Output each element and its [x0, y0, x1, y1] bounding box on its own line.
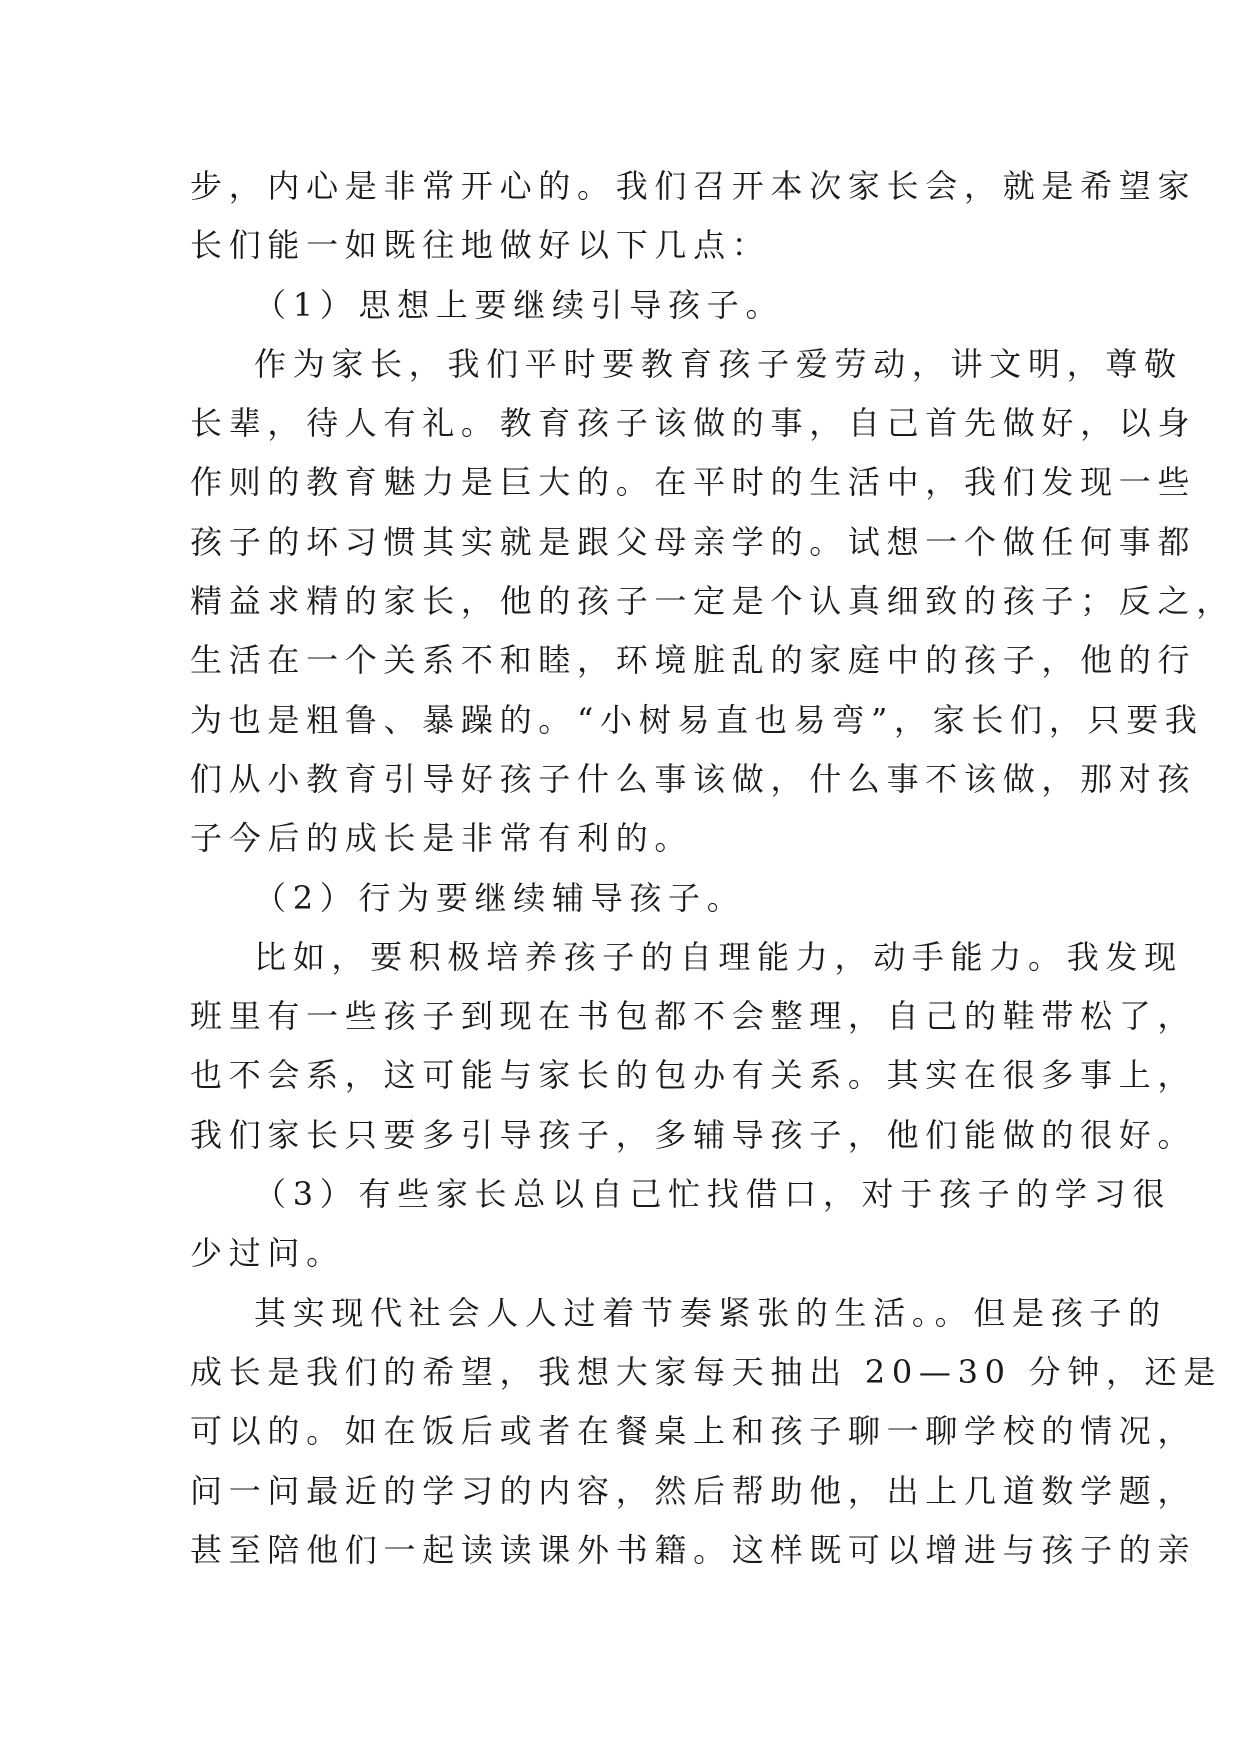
- text-line: 作则的教育魅力是巨大的。在平时的生活中，我们发现一些: [190, 463, 1197, 502]
- text-line: 长们能一如既往地做好以下几点：: [190, 226, 771, 265]
- section-heading-1: （1）思想上要继续引导孩子。: [254, 285, 785, 324]
- document-body: [190, 157, 1235, 1580]
- text-line: 问一问最近的学习的内容，然后帮助他，出上几道数学题，: [190, 1471, 1197, 1510]
- text-line: 比如，要积极培养孩子的自理能力，动手能力。我发现: [254, 937, 1183, 976]
- text-line: 步，内心是非常开心的。我们召开本次家长会，就是希望家: [190, 167, 1197, 205]
- text-line: 我们家长只要多引导孩子，多辅导孩子，他们能做的很好。: [190, 1115, 1197, 1154]
- text-line: 少过问。: [190, 1234, 345, 1273]
- text-line: 长辈，待人有礼。教育孩子该做的事，自己首先做好，以身: [190, 404, 1197, 443]
- text-line: 班里有一些孩子到现在书包都不会整理，自己的鞋带松了，: [190, 997, 1197, 1036]
- text-line: 子今后的成长是非常有利的。: [190, 819, 694, 858]
- text-line: 作为家长，我们平时要教育孩子爱劳动，讲文明，尊敬: [254, 344, 1183, 383]
- text-line: 甚至陪他们一起读读课外书籍。这样既可以增进与孩子的亲: [190, 1530, 1197, 1569]
- text-line: 其实现代社会人人过着节奏紧张的生活。。但是孩子的: [254, 1293, 1167, 1332]
- section-heading-3: （3）有些家长总以自己忙找借口，对于孩子的学习很: [254, 1175, 1172, 1214]
- text-line: 可以的。如在饭后或者在餐桌上和孩子聊一聊学校的情况，: [190, 1412, 1197, 1451]
- section-heading-2: （2）行为要继续辅导孩子。: [254, 878, 746, 917]
- text-line: 成长是我们的希望，我想大家每天抽出 20—30 分钟，还是: [190, 1352, 1223, 1391]
- text-line: 生活在一个关系不和睦，环境脏乱的家庭中的孩子，他的行: [190, 641, 1197, 680]
- text-line: 也不会系，这可能与家长的包办有关系。其实在很多事上，: [190, 1056, 1197, 1095]
- text-line: 为也是粗鲁、暴躁的。“小树易直也易弯”，家长们，只要我: [190, 700, 1204, 739]
- text-line: 孩子的坏习惯其实就是跟父母亲学的。试想一个做任何事都: [190, 522, 1197, 561]
- text-line: 精益求精的家长，他的孩子一定是个认真细致的孩子；反之，: [190, 582, 1235, 621]
- text-line: 们从小教育引导好孩子什么事该做，什么事不该做，那对孩: [190, 759, 1197, 798]
